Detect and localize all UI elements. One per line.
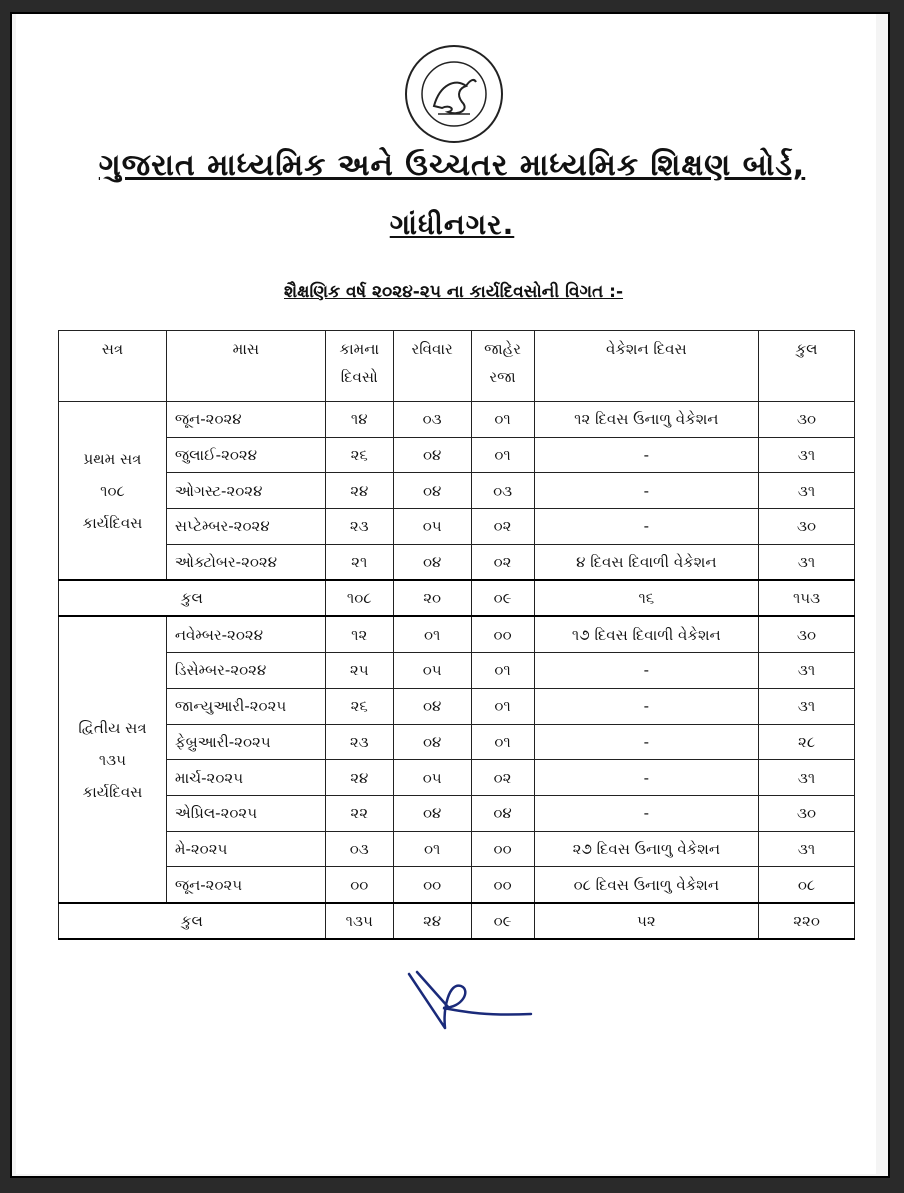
vacation-cell: ૪ દિવસ દિવાળી વેકેશન [534, 544, 759, 580]
month-cell: નવેમ્બર-૨૦૨૪ [166, 616, 325, 652]
sundays-cell: ૦૪ [393, 473, 471, 509]
holidays-cell: ૦૦ [471, 616, 534, 652]
total-cell: ૩૧ [759, 437, 855, 473]
sundays-cell: ૦૪ [393, 437, 471, 473]
total-label: કુલ [59, 580, 326, 616]
table-row [59, 831, 855, 867]
second-semester-label: દ્વિતીય સત્ર ૧૩૫ કાર્યદિવસ [59, 616, 167, 903]
month-cell: ઓક્ટોબર-૨૦૨૪ [166, 544, 325, 580]
vacation-cell: - [534, 653, 759, 689]
table-row [59, 867, 855, 903]
total-cell: ૩૧ [759, 831, 855, 867]
vacation-cell: ૧૬ [534, 580, 759, 616]
month-cell: જાન્યુઆરી-૨૦૨૫ [166, 688, 325, 724]
table-row [59, 760, 855, 796]
board-title: ગુજરાત માધ્યમિક અને ઉચ્ચતર માધ્યમિક શિક્ષણ બોર્ડ, [98, 148, 806, 183]
working-days-cell: ૨૫ [325, 653, 393, 689]
total-cell: ૩૧ [759, 760, 855, 796]
working-days-cell: ૨૪ [325, 760, 393, 796]
table-row [59, 437, 855, 473]
sundays-cell: ૦૪ [393, 544, 471, 580]
board-city: ગાંધીનગર. [389, 208, 515, 241]
holidays-cell: ૦૨ [471, 509, 534, 545]
month-cell: એપ્રિલ-૨૦૨૫ [166, 795, 325, 831]
month-cell: જૂન-૨૦૨૪ [166, 402, 325, 438]
working-days-cell: ૨૪ [325, 473, 393, 509]
table-row [59, 688, 855, 724]
vacation-cell: ૫૨ [534, 903, 759, 939]
total-cell: ૩૧ [759, 544, 855, 580]
total-cell: ૩૦ [759, 402, 855, 438]
working-days-cell: ૨૧ [325, 544, 393, 580]
holidays-cell: ૦૧ [471, 402, 534, 438]
sundays-cell: ૦૪ [393, 795, 471, 831]
total-cell: ૦૮ [759, 867, 855, 903]
month-cell: ફેબ્રુઆરી-૨૦૨૫ [166, 724, 325, 760]
holidays-cell: ૦૨ [471, 760, 534, 796]
table-header-row [59, 331, 855, 402]
vacation-cell: - [534, 473, 759, 509]
vacation-cell: ૦૮ દિવસ ઉનાળુ વેકેશન [534, 867, 759, 903]
holidays-cell: ૦૧ [471, 724, 534, 760]
total-cell: ૩૧ [759, 473, 855, 509]
working-days-cell: ૧૨ [325, 616, 393, 652]
holidays-cell: ૦૪ [471, 795, 534, 831]
signature-mark-icon [405, 968, 535, 1048]
sundays-cell: ૦૪ [393, 724, 471, 760]
sundays-cell: ૦૧ [393, 831, 471, 867]
holidays-cell: ૦૯ [471, 903, 534, 939]
vacation-cell: - [534, 724, 759, 760]
month-cell: જૂન-૨૦૨૫ [166, 867, 325, 903]
month-cell: મે-૨૦૨૫ [166, 831, 325, 867]
sundays-cell: ૦૫ [393, 653, 471, 689]
holidays-cell: ૦૩ [471, 473, 534, 509]
total-label: કુલ [59, 903, 326, 939]
table-row [59, 724, 855, 760]
sundays-cell: ૦૫ [393, 760, 471, 796]
vacation-cell: ૨૭ દિવસ ઉનાળુ વેકેશન [534, 831, 759, 867]
total-cell: ૨૮ [759, 724, 855, 760]
holidays-cell: ૦૯ [471, 580, 534, 616]
table-row [59, 509, 855, 545]
table-row [59, 653, 855, 689]
vacation-cell: - [534, 688, 759, 724]
table-row [59, 402, 855, 438]
header-vacation-days: વેકેશન દિવસ [534, 331, 759, 402]
sundays-cell: ૨૪ [393, 903, 471, 939]
vacation-cell: - [534, 509, 759, 545]
total-cell: ૨૨૦ [759, 903, 855, 939]
sundays-cell: ૦૦ [393, 867, 471, 903]
working-days-cell: ૧૪ [325, 402, 393, 438]
vacation-cell: - [534, 760, 759, 796]
sundays-cell: ૦૫ [393, 509, 471, 545]
header-session: સત્ર [59, 331, 167, 402]
month-cell: જુલાઈ-૨૦૨૪ [166, 437, 325, 473]
working-days-cell: ૨૩ [325, 724, 393, 760]
holidays-cell: ૦૦ [471, 867, 534, 903]
working-days-cell: ૧૩૫ [325, 903, 393, 939]
total-cell: ૩૧ [759, 653, 855, 689]
vacation-cell: ૧૨ દિવસ ઉનાળુ વેકેશન [534, 402, 759, 438]
holidays-cell: ૦૧ [471, 653, 534, 689]
sundays-cell: ૦૪ [393, 688, 471, 724]
month-cell: ઓગસ્ટ-૨૦૨૪ [166, 473, 325, 509]
header-public-holidays: જાહેર રજા [471, 331, 534, 402]
header-total: કુલ [759, 331, 855, 402]
table-row [59, 473, 855, 509]
table-row [59, 544, 855, 580]
working-days-cell: ૨૩ [325, 509, 393, 545]
working-days-cell: ૨૬ [325, 437, 393, 473]
holidays-cell: ૦૧ [471, 437, 534, 473]
vacation-cell: - [534, 795, 759, 831]
board-seal-logo-icon [404, 44, 504, 144]
total-cell: ૩૦ [759, 509, 855, 545]
total-cell: ૩૦ [759, 795, 855, 831]
table-row [59, 616, 855, 652]
month-cell: માર્ચ-૨૦૨૫ [166, 760, 325, 796]
second-semester-total-row [59, 903, 855, 939]
working-days-cell: ૦૩ [325, 831, 393, 867]
sundays-cell: ૦૩ [393, 402, 471, 438]
header-sundays: રવિવાર [393, 331, 471, 402]
sundays-cell: ૨૦ [393, 580, 471, 616]
first-semester-label: પ્રથમ સત્ર ૧૦૮ કાર્યદિવસ [59, 402, 167, 581]
working-days-cell: ૨૨ [325, 795, 393, 831]
table-subtitle: શૈક્ષણિક વર્ષ ૨૦૨૪-૨૫ ના કાર્યદિવસોની વિગત :- [284, 282, 624, 302]
working-days-cell: ૦૦ [325, 867, 393, 903]
month-cell: સપ્ટેમ્બર-૨૦૨૪ [166, 509, 325, 545]
working-days-cell: ૨૬ [325, 688, 393, 724]
month-cell: ડિસેમ્બર-૨૦૨૪ [166, 653, 325, 689]
sundays-cell: ૦૧ [393, 616, 471, 652]
holidays-cell: ૦૨ [471, 544, 534, 580]
holidays-cell: ૦૦ [471, 831, 534, 867]
holidays-cell: ૦૧ [471, 688, 534, 724]
header-month: માસ [166, 331, 325, 402]
total-cell: ૩૦ [759, 616, 855, 652]
vacation-cell: ૧૭ દિવસ દિવાળી વેકેશન [534, 616, 759, 652]
total-cell: ૩૧ [759, 688, 855, 724]
table-row [59, 795, 855, 831]
vacation-cell: - [534, 437, 759, 473]
first-semester-total-row [59, 580, 855, 616]
header-working-days: કામના દિવસો [325, 331, 393, 402]
working-days-cell: ૧૦૮ [325, 580, 393, 616]
total-cell: ૧૫૩ [759, 580, 855, 616]
working-days-table [58, 330, 855, 940]
